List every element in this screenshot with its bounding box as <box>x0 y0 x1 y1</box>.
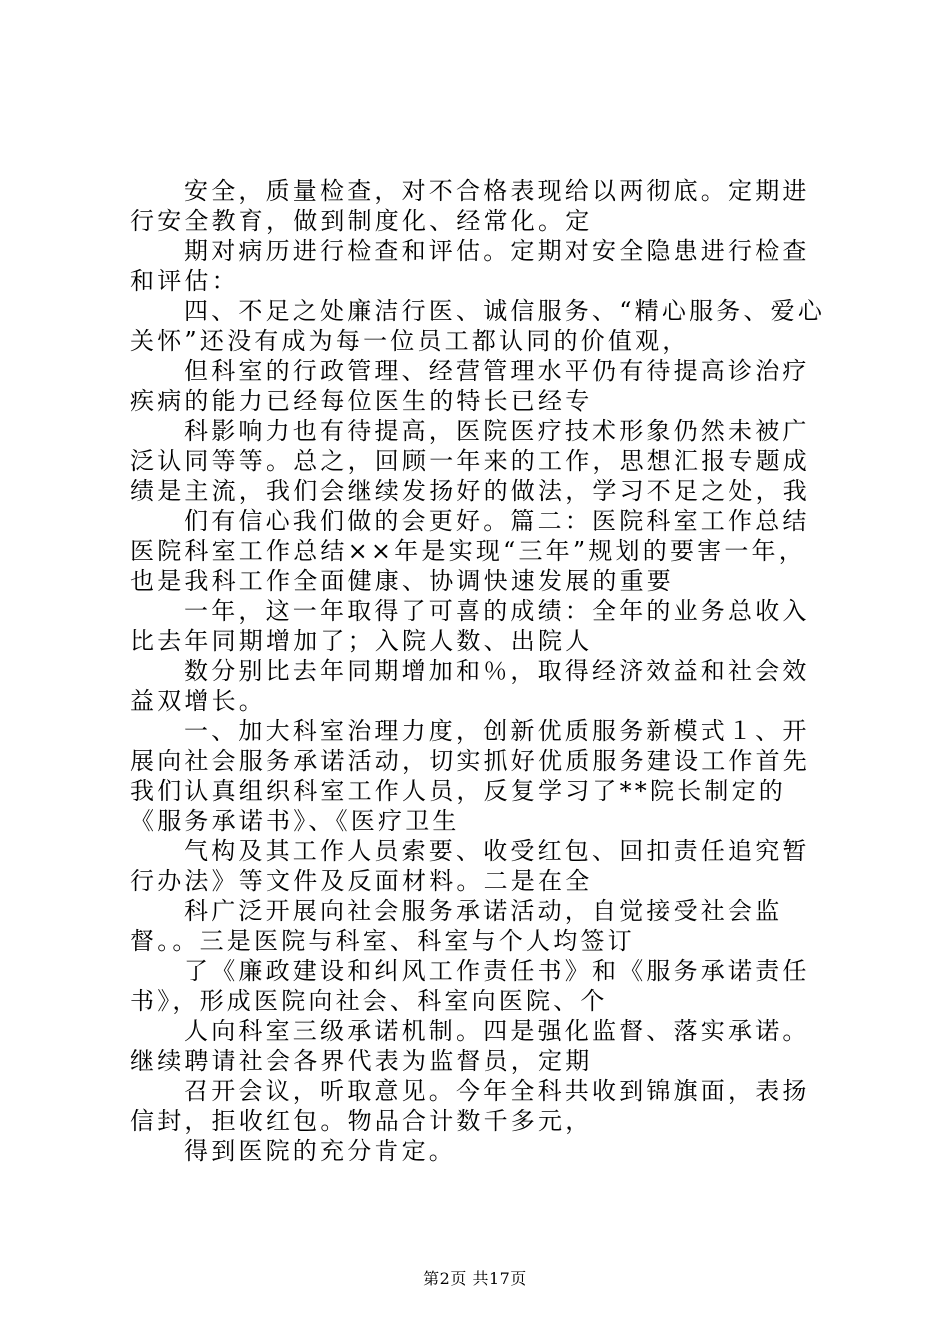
paragraph: 期对病历进行检查和评估。定期对安全隐患进行检查和评估： <box>130 237 810 295</box>
paragraph: 召开会议，听取意见。今年全科共收到锦旗面，表扬信封，拒收红包。物品合计数千多元， <box>130 1077 810 1135</box>
paragraph: 得到医院的充分肯定。 <box>184 1137 456 1165</box>
paragraph: 气构及其工作人员索要、收受红包、回扣责任追究暂行办法》等文件及反面材料。二是在全 <box>130 837 810 895</box>
paragraph: 了《廉政建设和纠风工作责任书》和《服务承诺责任书》，形成医院向社会、科室向医院、个 <box>130 957 810 1015</box>
paragraph: 一、加大科室治理力度，创新优质服务新模式１、开展向社会服务承诺活动，切实抓好优质服务建设工作首先我们认真组织科室工作人员，反复学习了**院长制定的《服务承诺书》、《医疗卫生 <box>130 717 810 835</box>
page-number-footer: 第2页 共17页 <box>423 1269 527 1288</box>
paragraph: 数分别比去年同期增加和％，取得经济效益和社会效益双增长。 <box>130 657 810 715</box>
paragraph: 人向科室三级承诺机制。四是强化监督、落实承诺。继续聘请社会各界代表为监督员，定期 <box>130 1017 810 1075</box>
paragraph: 四、不足之处廉洁行医、诚信服务、“精心服务、爱心关怀”还没有成为每一位员工都认同的价值观， <box>130 297 826 355</box>
paragraph: 但科室的行政管理、经营管理水平仍有待提高诊治疗疾病的能力已经每位医生的特长已经专 <box>130 357 810 415</box>
paragraph: 安全，质量检查，对不合格表现给以两彻底。定期进行安全教育，做到制度化、经常化。定 <box>130 177 810 235</box>
document-body <box>130 176 830 1166</box>
paragraph: 科影响力也有待提高，医院医疗技术形象仍然未被广泛认同等等。总之，回顾一年来的工作，思想汇报专题成绩是主流，我们会继续发扬好的做法，学习不足之处，我 <box>130 417 810 505</box>
paragraph: 们有信心我们做的会更好。篇二：医院科室工作总结医院科室工作总结××年是实现“三年”规划的要害一年，也是我科工作全面健康、协调快速发展的重要 <box>130 507 810 595</box>
paragraph: 科广泛开展向社会服务承诺活动，自觉接受社会监督。。三是医院与科室、科室与个人均签订 <box>130 897 783 955</box>
paragraph: 一年，这一年取得了可喜的成绩：全年的业务总收入比去年同期增加了；入院人数、出院人 <box>130 597 810 655</box>
